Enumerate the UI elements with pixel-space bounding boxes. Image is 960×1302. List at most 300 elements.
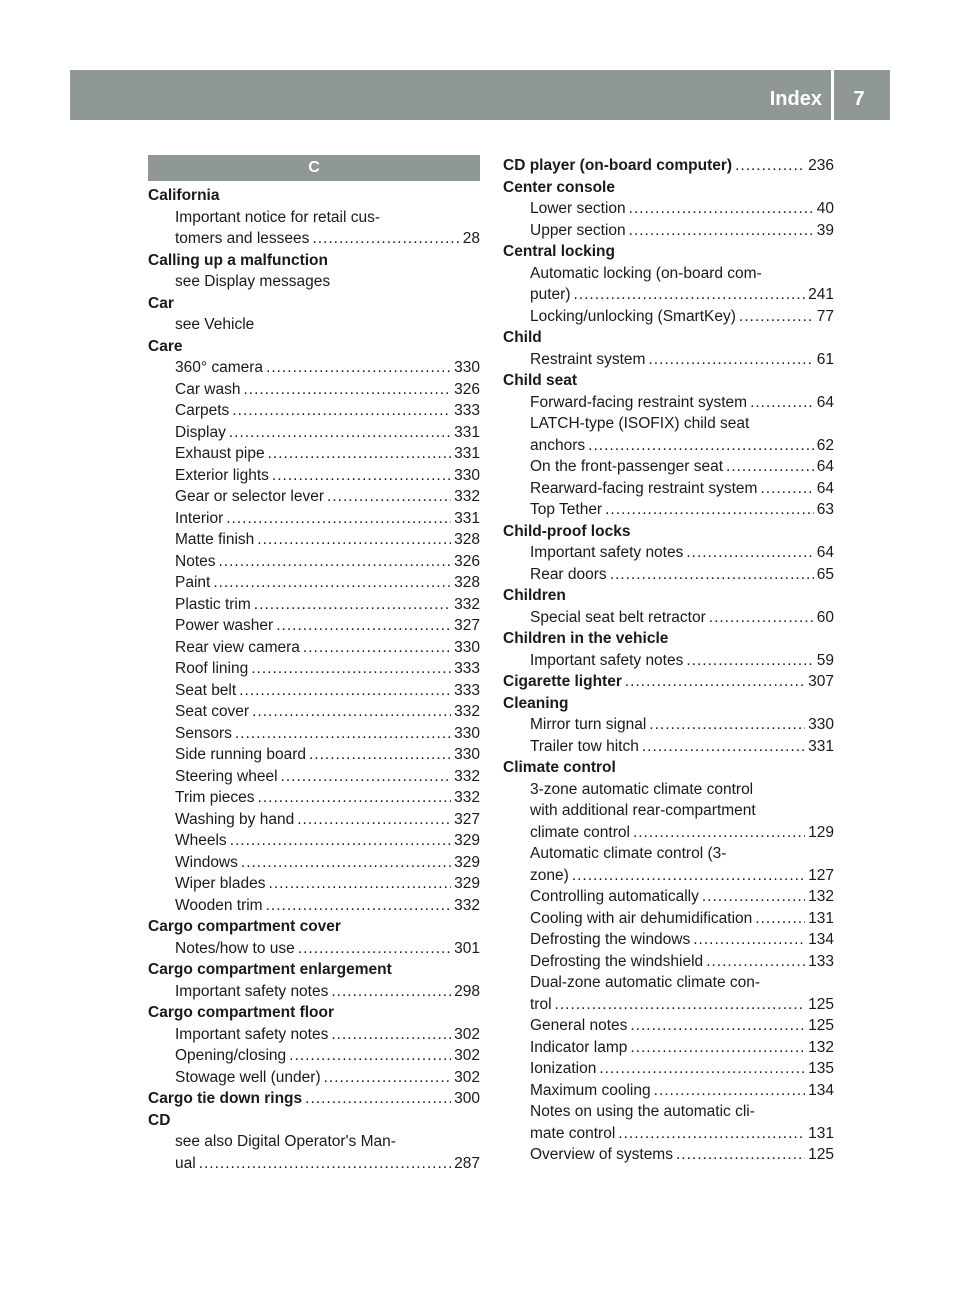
entry-label: Paint	[175, 574, 211, 591]
entry-label: tomers and lessees	[175, 230, 310, 247]
page-ref: 28	[462, 230, 480, 247]
page-ref: 331	[454, 445, 480, 462]
index-column-left	[148, 155, 480, 1174]
entry-label: Dual-zone automatic climate con-	[530, 974, 761, 991]
index-subentry	[503, 564, 834, 586]
entry-label: ual	[175, 1154, 196, 1172]
index-subentry	[148, 766, 480, 788]
entry-label: Overview of systems	[530, 1146, 673, 1163]
index-subentry	[148, 508, 480, 530]
leader-dots	[268, 443, 452, 465]
page-ref: 333	[454, 660, 480, 677]
entry-label: Roof lining	[175, 660, 249, 677]
entry-label: Cleaning	[503, 694, 569, 712]
entry-label: Central locking	[503, 243, 615, 260]
entry-label: Care	[148, 337, 183, 355]
entry-label: Top Tether	[530, 501, 603, 518]
index-subentry	[148, 658, 480, 680]
index-subentry	[148, 465, 480, 487]
page-ref: 236	[808, 157, 834, 174]
index-column-right	[503, 155, 834, 1166]
page-ref: 332	[454, 488, 480, 505]
index-subentry	[148, 1045, 480, 1067]
index-subentry	[503, 198, 834, 220]
leader-dots	[588, 435, 814, 457]
leader-dots	[686, 650, 813, 672]
index-subentry	[503, 263, 834, 285]
page-ref: 64	[816, 479, 834, 497]
index-heading	[148, 916, 480, 938]
entry-label: Notes on using the automatic cli-	[530, 1103, 755, 1120]
header-title: Index	[769, 88, 822, 110]
index-subentry	[148, 680, 480, 702]
index-subentry	[148, 422, 480, 444]
entry-label: Indicator lamp	[530, 1038, 628, 1056]
leader-dots	[726, 456, 814, 478]
page-ref: 63	[816, 501, 834, 518]
index-subentry	[148, 830, 480, 852]
page-ref: 135	[808, 1060, 834, 1077]
index-subentry	[148, 207, 480, 229]
page-ref: 333	[454, 402, 480, 419]
page-ref: 329	[454, 875, 480, 892]
entry-label: trol	[530, 995, 552, 1013]
entry-label: Car	[148, 294, 174, 312]
index-subentry	[503, 1058, 834, 1080]
entry-label: Exterior lights	[175, 466, 269, 484]
entry-label: Forward-facing restraint system	[530, 393, 748, 411]
entry-label: Seat cover	[175, 703, 250, 720]
index-subentry	[148, 852, 480, 874]
entry-label: Important notice for retail cus-	[175, 208, 381, 226]
leader-dots	[266, 895, 452, 917]
leader-dots	[232, 400, 451, 422]
index-subentry	[503, 349, 834, 371]
entry-label: CD player (on-board computer)	[503, 157, 733, 174]
index-subentry	[503, 972, 834, 994]
index-subentry	[148, 400, 480, 422]
leader-dots	[755, 908, 805, 930]
entry-label: CD	[148, 1111, 171, 1129]
entry-label: Rear doors	[530, 565, 607, 583]
entry-label: Lower section	[530, 200, 626, 217]
leader-dots	[254, 594, 451, 616]
page-ref: 327	[454, 617, 480, 634]
leader-dots	[235, 723, 451, 745]
index-subentry	[503, 886, 834, 908]
leader-dots	[625, 671, 805, 693]
page-ref: 329	[454, 853, 480, 871]
leader-dots	[555, 994, 806, 1016]
leader-dots	[331, 981, 451, 1003]
page-ref: 77	[816, 307, 834, 325]
entry-label: Wheels	[175, 832, 227, 849]
index-subentry	[503, 1080, 834, 1102]
leader-dots	[268, 873, 451, 895]
index-subentry	[503, 800, 834, 822]
index-subentry	[148, 1067, 480, 1089]
section-letter: C	[148, 155, 480, 181]
leader-dots	[676, 1144, 805, 1166]
entry-label: with additional rear-compartment	[530, 802, 756, 819]
entry-label: Defrosting the windows	[530, 931, 691, 948]
index-heading	[148, 1002, 480, 1024]
page-ref: 127	[808, 866, 834, 884]
entry-label: 3-zone automatic climate control	[530, 780, 754, 798]
leader-dots	[251, 658, 451, 680]
index-subentry	[148, 443, 480, 465]
leader-dots	[629, 198, 814, 220]
index-subentry	[148, 637, 480, 659]
leader-dots	[312, 228, 459, 250]
leader-dots	[226, 508, 451, 530]
entry-label: Matte finish	[175, 531, 255, 548]
index-subentry	[148, 314, 480, 336]
index-heading	[503, 585, 834, 607]
entry-label: Child-proof locks	[503, 522, 631, 540]
page-ref: 330	[454, 638, 480, 656]
leader-dots	[303, 637, 451, 659]
index-subentry	[503, 951, 834, 973]
leader-dots	[272, 465, 451, 487]
index-heading	[503, 327, 834, 349]
index-heading	[503, 671, 834, 693]
index-subentry	[148, 615, 480, 637]
entry-label: Plastic trim	[175, 595, 251, 613]
page-ref: 241	[808, 286, 834, 303]
entry-label: Calling up a malfunction	[148, 251, 328, 269]
page-ref: 331	[808, 737, 834, 755]
entry-label: Trailer tow hitch	[530, 737, 639, 755]
leader-dots	[709, 607, 814, 629]
leader-dots	[257, 529, 451, 551]
page-ref: 301	[454, 939, 480, 957]
entry-label: General notes	[530, 1017, 628, 1034]
entry-label: 360° camera	[175, 359, 264, 376]
index-subentry	[148, 594, 480, 616]
leader-dots	[610, 564, 814, 586]
leader-dots	[276, 615, 451, 637]
entry-label: Cargo tie down rings	[148, 1090, 303, 1107]
entry-label: On the front-passenger seat	[530, 458, 724, 475]
entry-label: zone)	[530, 866, 569, 884]
entry-label: Wiper blades	[175, 875, 266, 892]
page-ref: 332	[454, 896, 480, 914]
page-ref: 332	[454, 595, 480, 613]
page-ref: 328	[454, 531, 480, 548]
index-heading	[148, 250, 480, 272]
page-ref: 132	[808, 1038, 834, 1056]
page-ref: 332	[454, 703, 480, 720]
leader-dots	[642, 736, 805, 758]
page-ref: 333	[454, 681, 480, 699]
entry-label: Important safety notes	[175, 1025, 329, 1043]
leader-dots	[331, 1024, 451, 1046]
entry-label: mate control	[530, 1124, 616, 1142]
leader-dots	[654, 1080, 806, 1102]
entry-label: Stowage well (under)	[175, 1068, 321, 1086]
leader-dots	[630, 1037, 805, 1059]
index-subentry	[503, 478, 834, 500]
index-heading	[148, 185, 480, 207]
leader-dots	[760, 478, 813, 500]
entry-label: Rearward-facing restraint system	[530, 479, 758, 497]
leader-dots	[630, 1015, 805, 1037]
index-subentry	[148, 1131, 480, 1153]
entry-label: Upper section	[530, 221, 626, 239]
index-heading	[148, 1110, 480, 1132]
index-subentry	[503, 1101, 834, 1123]
page-ref: 64	[816, 458, 834, 475]
entry-label: see Display messages	[175, 273, 331, 290]
index-subentry	[503, 306, 834, 328]
entry-label: Windows	[175, 853, 238, 871]
leader-dots	[327, 486, 451, 508]
page-ref: 307	[808, 673, 834, 690]
page-ref: 125	[808, 1017, 834, 1034]
entry-label: Children in the vehicle	[503, 630, 669, 647]
index-subentry	[503, 994, 834, 1016]
page-ref: 39	[816, 221, 834, 239]
leader-dots	[633, 822, 805, 844]
leader-dots	[289, 1045, 451, 1067]
entry-label: climate control	[530, 823, 630, 841]
entry-label: Center console	[503, 178, 615, 196]
leader-dots	[230, 830, 451, 852]
page-ref: 64	[816, 544, 834, 561]
index-subentry	[503, 607, 834, 629]
index-subentry	[503, 822, 834, 844]
index-subentry	[503, 714, 834, 736]
entry-label: puter)	[530, 286, 571, 303]
index-subentry	[503, 1144, 834, 1166]
entry-label: Defrosting the windshield	[530, 952, 704, 970]
index-subentry	[148, 701, 480, 723]
index-subentry	[148, 1153, 480, 1175]
page-ref: 330	[454, 359, 480, 376]
entry-label: Steering wheel	[175, 767, 278, 785]
leader-dots	[309, 744, 451, 766]
entry-label: Locking/unlocking (SmartKey)	[530, 307, 736, 325]
entry-label: anchors	[530, 436, 586, 454]
entry-label: Notes/how to use	[175, 939, 295, 957]
leader-dots	[252, 701, 451, 723]
page-ref: 302	[454, 1068, 480, 1086]
index-subentry	[503, 779, 834, 801]
entry-label: LATCH-type (ISOFIX) child seat	[530, 415, 750, 432]
index-subentry	[148, 981, 480, 1003]
page-ref: 302	[454, 1025, 480, 1043]
leader-dots	[266, 357, 451, 379]
page-number: 7	[853, 88, 865, 110]
leader-dots	[258, 787, 452, 809]
leader-dots	[618, 1123, 805, 1145]
entry-label: Climate control	[503, 759, 616, 776]
page-ref: 129	[808, 823, 834, 841]
index-subentry	[148, 271, 480, 293]
entry-label: Restraint system	[530, 350, 646, 368]
entry-label: see Vehicle	[175, 316, 255, 333]
index-heading	[503, 521, 834, 543]
entry-label: Important safety notes	[530, 544, 684, 561]
entry-label: Important safety notes	[530, 651, 684, 669]
page-ref: 329	[454, 832, 480, 849]
page-ref: 132	[808, 888, 834, 905]
index-subentry	[148, 529, 480, 551]
entry-label: Cooling with air dehumidification	[530, 909, 753, 927]
page-ref: 326	[454, 552, 480, 570]
index-subentry	[503, 499, 834, 521]
leader-dots	[599, 1058, 805, 1080]
page-ref: 330	[454, 746, 480, 763]
entry-label: Automatic locking (on-board com-	[530, 264, 762, 282]
page-ref: 300	[454, 1090, 480, 1107]
entry-label: Rear view camera	[175, 638, 300, 656]
page-ref: 332	[454, 789, 480, 806]
page-ref: 331	[454, 509, 480, 527]
page-ref: 60	[816, 608, 834, 626]
page-ref: 59	[816, 651, 834, 669]
entry-label: Cargo compartment cover	[148, 918, 341, 935]
index-heading	[503, 241, 834, 263]
index-subentry	[148, 723, 480, 745]
page-ref: 64	[816, 393, 834, 411]
page-ref: 298	[454, 982, 480, 1000]
entry-label: Automatic climate control (3-	[530, 845, 727, 862]
entry-label: Cigarette lighter	[503, 673, 622, 690]
leader-dots	[199, 1153, 451, 1175]
index-subentry	[148, 809, 480, 831]
leader-dots	[735, 155, 805, 177]
page-ref: 40	[816, 200, 834, 217]
entry-label: Sensors	[175, 724, 232, 742]
entry-label: Opening/closing	[175, 1047, 287, 1064]
index-subentry	[503, 284, 834, 306]
index-heading	[503, 177, 834, 199]
leader-dots	[213, 572, 451, 594]
index-subentry	[503, 456, 834, 478]
index-subentry	[148, 486, 480, 508]
leader-dots	[648, 349, 813, 371]
index-heading	[148, 1088, 480, 1110]
index-subentry	[148, 744, 480, 766]
entry-label: Important safety notes	[175, 982, 329, 1000]
page-ref: 326	[454, 380, 480, 398]
page-ref: 327	[454, 810, 480, 828]
entry-label: Exhaust pipe	[175, 445, 265, 462]
entry-label: Seat belt	[175, 681, 237, 699]
entry-label: Display	[175, 423, 226, 441]
index-heading	[503, 757, 834, 779]
leader-dots	[693, 929, 805, 951]
entry-label: Children	[503, 587, 566, 604]
leader-dots	[605, 499, 814, 521]
leader-dots	[750, 392, 814, 414]
page-ref: 330	[454, 466, 480, 484]
leader-dots	[281, 766, 452, 788]
entry-label: see also Digital Operator's Man-	[175, 1133, 396, 1150]
leader-dots	[739, 306, 814, 328]
page-ref: 332	[454, 767, 480, 785]
index-subentry	[148, 572, 480, 594]
leader-dots	[686, 542, 813, 564]
leader-dots	[572, 865, 805, 887]
index-subentry	[503, 542, 834, 564]
entry-label: Special seat belt retractor	[530, 608, 706, 626]
index-subentry	[503, 843, 834, 865]
leader-dots	[305, 1088, 451, 1110]
leader-dots	[702, 886, 805, 908]
page-ref: 287	[454, 1154, 480, 1172]
index-heading	[503, 628, 834, 650]
leader-dots	[239, 680, 451, 702]
leader-dots	[574, 284, 806, 306]
index-subentry	[148, 1024, 480, 1046]
index-heading	[148, 293, 480, 315]
index-subentry	[503, 413, 834, 435]
entry-label: Interior	[175, 509, 224, 527]
index-subentry	[503, 435, 834, 457]
entry-label: California	[148, 187, 220, 204]
entry-label: Child	[503, 329, 542, 346]
index-subentry	[148, 357, 480, 379]
page-ref: 65	[816, 565, 834, 583]
index-subentry	[503, 865, 834, 887]
index-heading	[503, 370, 834, 392]
index-subentry	[503, 650, 834, 672]
index-heading	[503, 693, 834, 715]
index-subentry	[503, 736, 834, 758]
page-ref: 330	[454, 724, 480, 742]
entry-label: Maximum cooling	[530, 1081, 651, 1099]
leader-dots	[229, 422, 451, 444]
index-subentry	[503, 929, 834, 951]
entry-label: Washing by hand	[175, 810, 295, 828]
page-ref: 330	[808, 716, 834, 733]
page-ref: 302	[454, 1047, 480, 1064]
entry-label: Wooden trim	[175, 896, 263, 914]
entry-label: Cargo compartment enlargement	[148, 961, 392, 978]
page-ref: 131	[808, 909, 834, 927]
leader-dots	[649, 714, 805, 736]
entry-label: Controlling automatically	[530, 888, 699, 905]
index-subentry	[503, 1015, 834, 1037]
index-heading	[148, 336, 480, 358]
page-ref: 61	[816, 350, 834, 368]
leader-dots	[629, 220, 814, 242]
index-subentry	[148, 228, 480, 250]
header-separator	[831, 70, 834, 120]
leader-dots	[241, 852, 451, 874]
index-subentry	[148, 551, 480, 573]
index-heading	[148, 959, 480, 981]
entry-label: Side running board	[175, 746, 306, 763]
entry-label: Ionization	[530, 1060, 597, 1077]
entry-label: Carpets	[175, 402, 230, 419]
index-heading	[503, 155, 834, 177]
entry-label: Trim pieces	[175, 789, 255, 806]
page-header-bar	[70, 70, 890, 120]
entry-label: Power washer	[175, 617, 274, 634]
page-ref: 125	[808, 995, 834, 1013]
index-subentry	[503, 1037, 834, 1059]
page-ref: 328	[454, 574, 480, 591]
entry-label: Car wash	[175, 380, 241, 398]
entry-label: Gear or selector lever	[175, 488, 325, 505]
index-subentry	[148, 379, 480, 401]
index-subentry	[503, 220, 834, 242]
index-subentry	[503, 392, 834, 414]
